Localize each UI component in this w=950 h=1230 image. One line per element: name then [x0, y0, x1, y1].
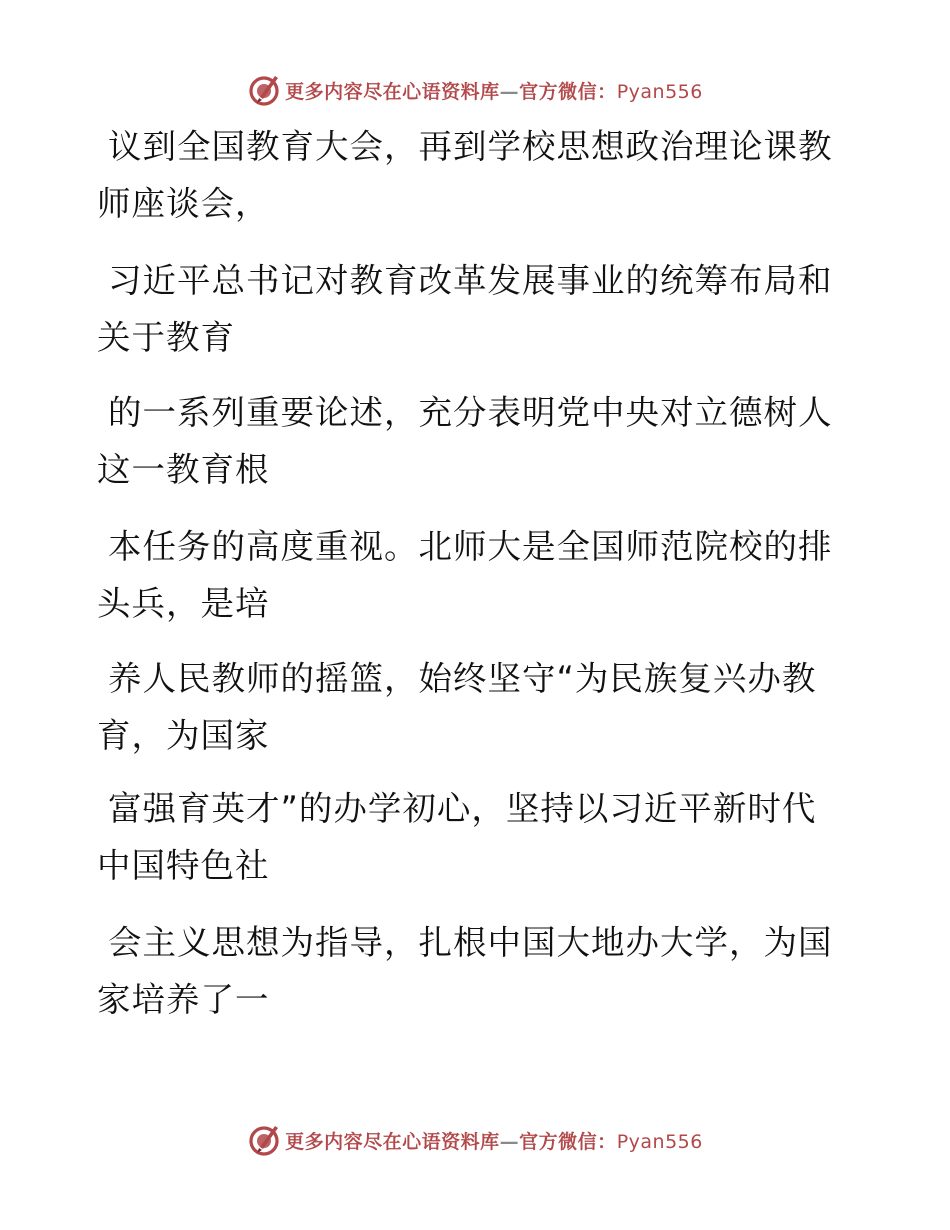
header-wechat-id: Pyan556 — [616, 80, 703, 103]
footer-banner — [0, 1120, 950, 1160]
text-line: 头兵，是培 — [97, 584, 270, 623]
text-line: 会主义思想为指导，扎根中国大地办大学，为国 — [108, 923, 833, 962]
text-line: 这一教育根 — [97, 450, 270, 489]
quill-logo-icon — [247, 1123, 281, 1157]
footer-wechat-label: 官方微信： — [519, 1130, 617, 1153]
paragraph — [97, 118, 857, 232]
header-site-text: 更多内容尽在心语资料库 — [285, 80, 500, 103]
paragraph — [97, 518, 857, 632]
footer-site-text: 更多内容尽在心语资料库 — [285, 1130, 500, 1153]
text-line: 的一系列重要论述，充分表明党中央对立德树人 — [108, 393, 833, 432]
text-line: 养人民教师的摇篮，始终坚守“为民族复兴办教 — [108, 659, 817, 698]
text-line: 育，为国家 — [97, 716, 270, 755]
footer-wechat-id: Pyan556 — [616, 1130, 703, 1153]
quill-logo-icon — [247, 73, 281, 107]
paragraph — [97, 252, 857, 366]
paragraph — [97, 914, 857, 1028]
text-line: 中国特色社 — [97, 846, 270, 885]
header-text — [285, 77, 703, 104]
text-line: 家培养了一 — [97, 980, 270, 1019]
paragraph — [97, 780, 857, 894]
text-line: 关于教育 — [97, 318, 235, 357]
text-line: 师座谈会， — [97, 184, 270, 223]
header-wechat-label: 官方微信： — [519, 80, 617, 103]
text-line: 本任务的高度重视。北师大是全国师范院校的排 — [108, 527, 833, 566]
footer-text — [285, 1127, 703, 1154]
header-dash: — — [499, 80, 520, 103]
paragraph — [97, 384, 857, 498]
header-banner — [0, 70, 950, 110]
paragraph — [97, 650, 857, 764]
text-line: 议到全国教育大会，再到学校思想政治理论课教 — [108, 127, 833, 166]
footer-dash: — — [499, 1130, 520, 1153]
text-line: 富强育英才”的办学初心，坚持以习近平新时代 — [108, 789, 817, 828]
text-line: 习近平总书记对教育改革发展事业的统筹布局和 — [108, 261, 833, 300]
